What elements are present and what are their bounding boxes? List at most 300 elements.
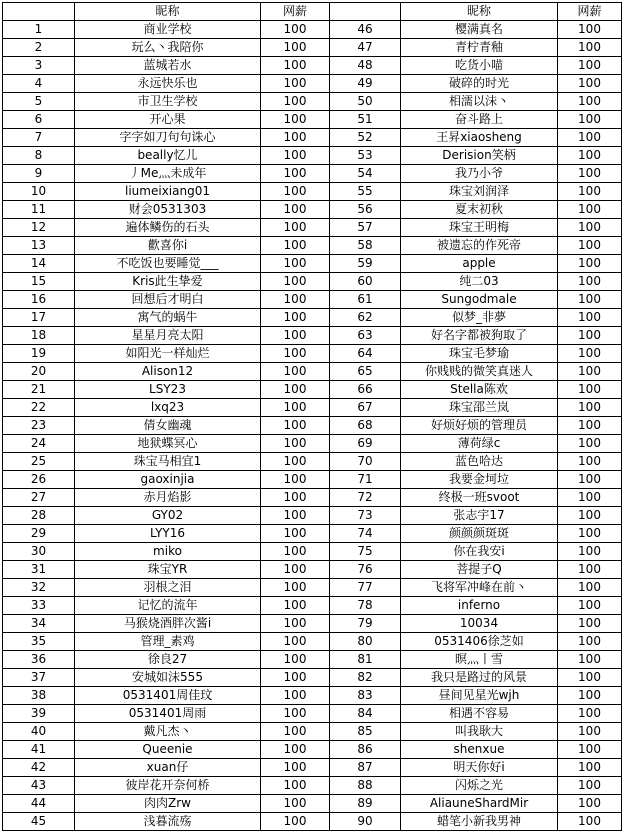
- pay-right-cell[interactable]: 100: [558, 741, 622, 759]
- nickname-left-cell[interactable]: miko: [75, 543, 261, 561]
- row-index-right-cell[interactable]: 51: [330, 111, 401, 129]
- row-index-left-cell[interactable]: 39: [3, 705, 75, 723]
- pay-left-cell[interactable]: 100: [261, 147, 330, 165]
- pay-right-cell[interactable]: 100: [558, 543, 622, 561]
- pay-left-cell[interactable]: 100: [261, 615, 330, 633]
- pay-right-cell[interactable]: 100: [558, 129, 622, 147]
- row-index-right-cell[interactable]: 53: [330, 147, 401, 165]
- pay-right-cell[interactable]: 100: [558, 435, 622, 453]
- row-index-right-cell[interactable]: 79: [330, 615, 401, 633]
- nickname-right-cell[interactable]: 我只是路过的风景: [401, 669, 558, 687]
- row-index-left-cell[interactable]: 24: [3, 435, 75, 453]
- row-index-right-cell[interactable]: 71: [330, 471, 401, 489]
- pay-right-cell[interactable]: 100: [558, 489, 622, 507]
- nickname-left-cell[interactable]: 字字如刀句句诛心: [75, 129, 261, 147]
- header-nickname-left[interactable]: 昵称: [75, 3, 261, 21]
- nickname-left-cell[interactable]: 肉肉Zrw: [75, 795, 261, 813]
- row-index-right-cell[interactable]: 77: [330, 579, 401, 597]
- nickname-left-cell[interactable]: xuan仔: [75, 759, 261, 777]
- row-index-left-cell[interactable]: 7: [3, 129, 75, 147]
- row-index-left-cell[interactable]: 45: [3, 813, 75, 831]
- nickname-right-cell[interactable]: 昼间见星光wjh: [401, 687, 558, 705]
- nickname-right-cell[interactable]: 珠宝王明梅: [401, 219, 558, 237]
- pay-left-cell[interactable]: 100: [261, 381, 330, 399]
- pay-left-cell[interactable]: 100: [261, 561, 330, 579]
- nickname-right-cell[interactable]: 0531406徐芝如: [401, 633, 558, 651]
- nickname-right-cell[interactable]: 暝灬丨雪: [401, 651, 558, 669]
- nickname-left-cell[interactable]: Alison12: [75, 363, 261, 381]
- row-index-left-cell[interactable]: 5: [3, 93, 75, 111]
- row-index-right-cell[interactable]: 59: [330, 255, 401, 273]
- row-index-right-cell[interactable]: 48: [330, 57, 401, 75]
- pay-left-cell[interactable]: 100: [261, 489, 330, 507]
- nickname-right-cell[interactable]: inferno: [401, 597, 558, 615]
- row-index-left-cell[interactable]: 18: [3, 327, 75, 345]
- table-row: [3, 687, 622, 705]
- nickname-left-cell[interactable]: 赤月焰影: [75, 489, 261, 507]
- nickname-right-cell[interactable]: 飞将军冲峰在前丶: [401, 579, 558, 597]
- row-index-left-cell[interactable]: 10: [3, 183, 75, 201]
- pay-left-cell[interactable]: 100: [261, 39, 330, 57]
- row-index-right-cell[interactable]: 54: [330, 165, 401, 183]
- nickname-left-cell[interactable]: LYY16: [75, 525, 261, 543]
- pay-left-cell[interactable]: 100: [261, 813, 330, 831]
- nickname-right-cell[interactable]: 纯二03: [401, 273, 558, 291]
- pay-right-cell[interactable]: 100: [558, 201, 622, 219]
- pay-right-cell[interactable]: 100: [558, 669, 622, 687]
- pay-right-cell[interactable]: 100: [558, 309, 622, 327]
- table-row: [3, 201, 622, 219]
- pay-left-cell[interactable]: 100: [261, 237, 330, 255]
- row-index-right-cell[interactable]: 49: [330, 75, 401, 93]
- nickname-right-cell[interactable]: 相濡以沫丶: [401, 93, 558, 111]
- pay-right-cell[interactable]: 100: [558, 399, 622, 417]
- row-index-left-cell[interactable]: 37: [3, 669, 75, 687]
- row-index-right-cell[interactable]: 85: [330, 723, 401, 741]
- pay-left-cell[interactable]: 100: [261, 21, 330, 39]
- row-index-left-cell[interactable]: 3: [3, 57, 75, 75]
- nickname-left-cell[interactable]: 如阳光一样灿烂: [75, 345, 261, 363]
- pay-right-cell[interactable]: 100: [558, 219, 622, 237]
- row-index-right-cell[interactable]: 66: [330, 381, 401, 399]
- nickname-right-cell[interactable]: 奋斗路上: [401, 111, 558, 129]
- row-index-right-cell[interactable]: 74: [330, 525, 401, 543]
- pay-left-cell[interactable]: 100: [261, 363, 330, 381]
- nickname-right-cell[interactable]: 颜颜颜斑斑: [401, 525, 558, 543]
- row-index-left-cell[interactable]: 21: [3, 381, 75, 399]
- nickname-right-cell[interactable]: 夏末初秋: [401, 201, 558, 219]
- nickname-right-cell[interactable]: Derision笑柄: [401, 147, 558, 165]
- header-pay-left[interactable]: 网薪: [261, 3, 330, 21]
- pay-left-cell[interactable]: 100: [261, 75, 330, 93]
- pay-left-cell[interactable]: 100: [261, 273, 330, 291]
- nickname-left-cell[interactable]: 不吃饭也要睡觉___: [75, 255, 261, 273]
- nickname-left-cell[interactable]: GY02: [75, 507, 261, 525]
- row-index-left-cell[interactable]: 28: [3, 507, 75, 525]
- row-index-left-cell[interactable]: 26: [3, 471, 75, 489]
- pay-right-cell[interactable]: 100: [558, 417, 622, 435]
- table-row: [3, 165, 622, 183]
- pay-left-cell[interactable]: 100: [261, 507, 330, 525]
- nickname-right-cell[interactable]: 樱满真名: [401, 21, 558, 39]
- row-index-right-cell[interactable]: 90: [330, 813, 401, 831]
- pay-left-cell[interactable]: 100: [261, 687, 330, 705]
- pay-right-cell[interactable]: 100: [558, 111, 622, 129]
- pay-left-cell[interactable]: 100: [261, 327, 330, 345]
- nickname-left-cell[interactable]: 戴凡杰丶: [75, 723, 261, 741]
- table-row: [3, 633, 622, 651]
- pay-right-cell[interactable]: 100: [558, 21, 622, 39]
- row-index-left-cell[interactable]: 2: [3, 39, 75, 57]
- row-index-left-cell[interactable]: 31: [3, 561, 75, 579]
- nickname-left-cell[interactable]: Queenie: [75, 741, 261, 759]
- pay-left-cell[interactable]: 100: [261, 435, 330, 453]
- row-index-right-cell[interactable]: 86: [330, 741, 401, 759]
- row-index-right-cell[interactable]: 75: [330, 543, 401, 561]
- table-row: [3, 255, 622, 273]
- nickname-left-cell[interactable]: 0531401周雨: [75, 705, 261, 723]
- pay-left-cell[interactable]: 100: [261, 543, 330, 561]
- pay-left-cell[interactable]: 100: [261, 111, 330, 129]
- table-row: [3, 669, 622, 687]
- nickname-right-cell[interactable]: 好名字都被狗取了: [401, 327, 558, 345]
- pay-left-cell[interactable]: 100: [261, 579, 330, 597]
- row-index-left-cell[interactable]: 43: [3, 777, 75, 795]
- row-index-left-cell[interactable]: 23: [3, 417, 75, 435]
- pay-right-cell[interactable]: 100: [558, 633, 622, 651]
- nickname-right-cell[interactable]: 张志宇17: [401, 507, 558, 525]
- nickname-left-cell[interactable]: 寓气的蜗牛: [75, 309, 261, 327]
- nickname-right-cell[interactable]: 吃货小喵: [401, 57, 558, 75]
- table-row: [3, 471, 622, 489]
- row-index-left-cell[interactable]: 40: [3, 723, 75, 741]
- pay-right-cell[interactable]: 100: [558, 525, 622, 543]
- nickname-left-cell[interactable]: 0531401周佳玟: [75, 687, 261, 705]
- row-index-right-cell[interactable]: 56: [330, 201, 401, 219]
- row-index-left-cell[interactable]: 4: [3, 75, 75, 93]
- row-index-right-cell[interactable]: 50: [330, 93, 401, 111]
- nickname-right-cell[interactable]: 青柠青釉: [401, 39, 558, 57]
- pay-right-cell[interactable]: 100: [558, 813, 622, 831]
- pay-right-cell[interactable]: 100: [558, 255, 622, 273]
- nickname-right-cell[interactable]: Sungodmale: [401, 291, 558, 309]
- pay-right-cell[interactable]: 100: [558, 381, 622, 399]
- nickname-left-cell[interactable]: lxq23: [75, 399, 261, 417]
- pay-left-cell[interactable]: 100: [261, 183, 330, 201]
- pay-left-cell[interactable]: 100: [261, 255, 330, 273]
- nickname-left-cell[interactable]: 马猴烧酒胖次酱i: [75, 615, 261, 633]
- nickname-right-cell[interactable]: 相遇不容易: [401, 705, 558, 723]
- row-index-left-cell[interactable]: 30: [3, 543, 75, 561]
- nickname-right-cell[interactable]: 你贱贱的微笑真迷人: [401, 363, 558, 381]
- row-index-left-cell[interactable]: 15: [3, 273, 75, 291]
- nickname-left-cell[interactable]: 永远快乐也: [75, 75, 261, 93]
- pay-right-cell[interactable]: 100: [558, 75, 622, 93]
- row-index-right-cell[interactable]: 80: [330, 633, 401, 651]
- table-body: [3, 21, 622, 831]
- pay-right-cell[interactable]: 100: [558, 327, 622, 345]
- pay-right-cell[interactable]: 100: [558, 579, 622, 597]
- row-index-right-cell[interactable]: 62: [330, 309, 401, 327]
- nickname-left-cell[interactable]: 珠宝马相宜1: [75, 453, 261, 471]
- nickname-left-cell[interactable]: 星星月亮太阳: [75, 327, 261, 345]
- pay-left-cell[interactable]: 100: [261, 651, 330, 669]
- nickname-left-cell[interactable]: 安城如沫555: [75, 669, 261, 687]
- pay-right-cell[interactable]: 100: [558, 345, 622, 363]
- pay-right-cell[interactable]: 100: [558, 453, 622, 471]
- pay-left-cell[interactable]: 100: [261, 165, 330, 183]
- row-index-left-cell[interactable]: 38: [3, 687, 75, 705]
- nickname-right-cell[interactable]: 10034: [401, 615, 558, 633]
- row-index-left-cell[interactable]: 34: [3, 615, 75, 633]
- nickname-left-cell[interactable]: 开心果: [75, 111, 261, 129]
- nickname-left-cell[interactable]: gaoxinjia: [75, 471, 261, 489]
- pay-right-cell[interactable]: 100: [558, 291, 622, 309]
- row-index-left-cell[interactable]: 6: [3, 111, 75, 129]
- pay-right-cell[interactable]: 100: [558, 39, 622, 57]
- pay-right-cell[interactable]: 100: [558, 165, 622, 183]
- nickname-left-cell[interactable]: 徐良27: [75, 651, 261, 669]
- pay-right-cell[interactable]: 100: [558, 471, 622, 489]
- table-row: [3, 561, 622, 579]
- row-index-right-cell[interactable]: 58: [330, 237, 401, 255]
- pay-right-cell[interactable]: 100: [558, 723, 622, 741]
- nickname-right-cell[interactable]: 珠宝毛梦瑜: [401, 345, 558, 363]
- nickname-right-cell[interactable]: 似梦_非夢: [401, 309, 558, 327]
- nickname-right-cell[interactable]: 薄荷绿c: [401, 435, 558, 453]
- row-index-right-cell[interactable]: 47: [330, 39, 401, 57]
- row-index-right-cell[interactable]: 73: [330, 507, 401, 525]
- pay-left-cell[interactable]: 100: [261, 471, 330, 489]
- pay-left-cell[interactable]: 100: [261, 291, 330, 309]
- nickname-left-cell[interactable]: 财会0531303: [75, 201, 261, 219]
- pay-left-cell[interactable]: 100: [261, 219, 330, 237]
- table-row: [3, 381, 622, 399]
- nickname-right-cell[interactable]: 叫我耿大: [401, 723, 558, 741]
- row-index-left-cell[interactable]: 14: [3, 255, 75, 273]
- table-row: [3, 21, 622, 39]
- pay-right-cell[interactable]: 100: [558, 147, 622, 165]
- table-row: [3, 363, 622, 381]
- nickname-right-cell[interactable]: 你在我安i: [401, 543, 558, 561]
- nickname-left-cell[interactable]: 管理_素鸡: [75, 633, 261, 651]
- nickname-right-cell[interactable]: 珠宝邵兰岚: [401, 399, 558, 417]
- row-index-left-cell[interactable]: 8: [3, 147, 75, 165]
- row-index-right-cell[interactable]: 65: [330, 363, 401, 381]
- nickname-right-cell[interactable]: 珠宝刘润泽: [401, 183, 558, 201]
- row-index-right-cell[interactable]: 81: [330, 651, 401, 669]
- row-index-right-cell[interactable]: 84: [330, 705, 401, 723]
- pay-right-cell[interactable]: 100: [558, 507, 622, 525]
- row-index-left-cell[interactable]: 1: [3, 21, 75, 39]
- table-row: [3, 39, 622, 57]
- row-index-right-cell[interactable]: 52: [330, 129, 401, 147]
- nickname-left-cell[interactable]: 蓝城若水: [75, 57, 261, 75]
- row-index-left-cell[interactable]: 35: [3, 633, 75, 651]
- pay-right-cell[interactable]: 100: [558, 651, 622, 669]
- row-index-right-cell[interactable]: 82: [330, 669, 401, 687]
- pay-right-cell[interactable]: 100: [558, 273, 622, 291]
- row-index-right-cell[interactable]: 63: [330, 327, 401, 345]
- row-index-left-cell[interactable]: 20: [3, 363, 75, 381]
- pay-right-cell[interactable]: 100: [558, 795, 622, 813]
- row-index-left-cell[interactable]: 33: [3, 597, 75, 615]
- nickname-left-cell[interactable]: 浅暮流殇: [75, 813, 261, 831]
- table-row: [3, 615, 622, 633]
- pay-right-cell[interactable]: 100: [558, 759, 622, 777]
- row-index-left-cell[interactable]: 36: [3, 651, 75, 669]
- row-index-right-cell[interactable]: 61: [330, 291, 401, 309]
- pay-left-cell[interactable]: 100: [261, 417, 330, 435]
- pay-right-cell[interactable]: 100: [558, 705, 622, 723]
- nickname-right-cell[interactable]: 蓝色哈达: [401, 453, 558, 471]
- row-index-left-cell[interactable]: 19: [3, 345, 75, 363]
- row-index-left-cell[interactable]: 17: [3, 309, 75, 327]
- nickname-right-cell[interactable]: 我要金坷垃: [401, 471, 558, 489]
- row-index-right-cell[interactable]: 89: [330, 795, 401, 813]
- row-index-right-cell[interactable]: 64: [330, 345, 401, 363]
- row-index-right-cell[interactable]: 46: [330, 21, 401, 39]
- row-index-right-cell[interactable]: 70: [330, 453, 401, 471]
- nickname-left-cell[interactable]: 羽根之泪: [75, 579, 261, 597]
- row-index-left-cell[interactable]: 13: [3, 237, 75, 255]
- pay-right-cell[interactable]: 100: [558, 363, 622, 381]
- row-index-right-cell[interactable]: 87: [330, 759, 401, 777]
- row-index-right-cell[interactable]: 67: [330, 399, 401, 417]
- nickname-right-cell[interactable]: 破碎的时光: [401, 75, 558, 93]
- nickname-left-cell[interactable]: 歡喜你i: [75, 237, 261, 255]
- pay-right-cell[interactable]: 100: [558, 93, 622, 111]
- header-pay-right[interactable]: 网薪: [558, 3, 622, 21]
- pay-right-cell[interactable]: 100: [558, 777, 622, 795]
- nickname-right-cell[interactable]: 被遗忘的作死帝: [401, 237, 558, 255]
- nickname-left-cell[interactable]: Kris此生挚爱: [75, 273, 261, 291]
- row-index-right-cell[interactable]: 78: [330, 597, 401, 615]
- nickname-right-cell[interactable]: 好烦好烦的管理员: [401, 417, 558, 435]
- row-index-left-cell[interactable]: 41: [3, 741, 75, 759]
- table-row: [3, 417, 622, 435]
- nickname-left-cell[interactable]: 彼岸花开奈何桥: [75, 777, 261, 795]
- nickname-right-cell[interactable]: shenxue: [401, 741, 558, 759]
- nickname-left-cell[interactable]: LSY23: [75, 381, 261, 399]
- table-row: [3, 147, 622, 165]
- pay-right-cell[interactable]: 100: [558, 597, 622, 615]
- pay-left-cell[interactable]: 100: [261, 705, 330, 723]
- nickname-right-cell[interactable]: 我乃小爷: [401, 165, 558, 183]
- nickname-left-cell[interactable]: 遍体鳞伤的石头: [75, 219, 261, 237]
- pay-left-cell[interactable]: 100: [261, 129, 330, 147]
- nickname-left-cell[interactable]: 珠宝YR: [75, 561, 261, 579]
- row-index-right-cell[interactable]: 60: [330, 273, 401, 291]
- row-index-left-cell[interactable]: 11: [3, 201, 75, 219]
- pay-left-cell[interactable]: 100: [261, 201, 330, 219]
- nickname-right-cell[interactable]: 菩提子Q: [401, 561, 558, 579]
- nickname-right-cell[interactable]: 蜡笔小新我男神: [401, 813, 558, 831]
- nickname-left-cell[interactable]: 玩么丶我陪你: [75, 39, 261, 57]
- pay-left-cell[interactable]: 100: [261, 741, 330, 759]
- row-index-right-cell[interactable]: 76: [330, 561, 401, 579]
- nickname-left-cell[interactable]: 回想后才明白: [75, 291, 261, 309]
- row-index-left-cell[interactable]: 22: [3, 399, 75, 417]
- pay-left-cell[interactable]: 100: [261, 453, 330, 471]
- row-index-left-cell[interactable]: 25: [3, 453, 75, 471]
- nickname-right-cell[interactable]: Stella陈欢: [401, 381, 558, 399]
- pay-right-cell[interactable]: 100: [558, 183, 622, 201]
- nickname-right-cell[interactable]: 明天你好i: [401, 759, 558, 777]
- row-index-left-cell[interactable]: 29: [3, 525, 75, 543]
- row-index-right-cell[interactable]: 88: [330, 777, 401, 795]
- table-row: [3, 597, 622, 615]
- row-index-left-cell[interactable]: 9: [3, 165, 75, 183]
- header-index-left[interactable]: [3, 3, 75, 21]
- table-row: [3, 75, 622, 93]
- table-row: [3, 345, 622, 363]
- pay-left-cell[interactable]: 100: [261, 669, 330, 687]
- pay-left-cell[interactable]: 100: [261, 759, 330, 777]
- row-index-left-cell[interactable]: 16: [3, 291, 75, 309]
- table-row: [3, 183, 622, 201]
- row-index-right-cell[interactable]: 83: [330, 687, 401, 705]
- nickname-left-cell[interactable]: liumeixiang01: [75, 183, 261, 201]
- pay-left-cell[interactable]: 100: [261, 57, 330, 75]
- row-index-left-cell[interactable]: 27: [3, 489, 75, 507]
- row-index-left-cell[interactable]: 44: [3, 795, 75, 813]
- pay-left-cell[interactable]: 100: [261, 795, 330, 813]
- pay-left-cell[interactable]: 100: [261, 93, 330, 111]
- nickname-left-cell[interactable]: 地狱蝶冥心: [75, 435, 261, 453]
- nickname-left-cell[interactable]: 商业学校: [75, 21, 261, 39]
- pay-right-cell[interactable]: 100: [558, 237, 622, 255]
- pay-right-cell[interactable]: 100: [558, 615, 622, 633]
- table-row: [3, 399, 622, 417]
- table-row: [3, 219, 622, 237]
- row-index-right-cell[interactable]: 68: [330, 417, 401, 435]
- pay-right-cell[interactable]: 100: [558, 57, 622, 75]
- nickname-right-cell[interactable]: AliauneShardMir: [401, 795, 558, 813]
- header-index-right[interactable]: [330, 3, 401, 21]
- nickname-right-cell[interactable]: apple: [401, 255, 558, 273]
- pay-right-cell[interactable]: 100: [558, 687, 622, 705]
- row-index-left-cell[interactable]: 32: [3, 579, 75, 597]
- pay-right-cell[interactable]: 100: [558, 561, 622, 579]
- nickname-right-cell[interactable]: 王昇xiaosheng: [401, 129, 558, 147]
- pay-left-cell[interactable]: 100: [261, 723, 330, 741]
- row-index-left-cell[interactable]: 12: [3, 219, 75, 237]
- row-index-left-cell[interactable]: 42: [3, 759, 75, 777]
- table-row: [3, 237, 622, 255]
- header-nickname-right[interactable]: 昵称: [401, 3, 558, 21]
- row-index-right-cell[interactable]: 69: [330, 435, 401, 453]
- nickname-right-cell[interactable]: 闪烁之光: [401, 777, 558, 795]
- pay-left-cell[interactable]: 100: [261, 633, 330, 651]
- pay-left-cell[interactable]: 100: [261, 399, 330, 417]
- nickname-left-cell[interactable]: beally忆儿: [75, 147, 261, 165]
- nickname-left-cell[interactable]: 市卫生学校: [75, 93, 261, 111]
- nickname-left-cell[interactable]: 倩女幽魂: [75, 417, 261, 435]
- pay-left-cell[interactable]: 100: [261, 597, 330, 615]
- pay-left-cell[interactable]: 100: [261, 525, 330, 543]
- row-index-right-cell[interactable]: 57: [330, 219, 401, 237]
- nickname-left-cell[interactable]: 记忆的流年: [75, 597, 261, 615]
- nickname-left-cell[interactable]: 丿Me灬未成年: [75, 165, 261, 183]
- pay-left-cell[interactable]: 100: [261, 309, 330, 327]
- nickname-right-cell[interactable]: 终极一班svoot: [401, 489, 558, 507]
- row-index-right-cell[interactable]: 72: [330, 489, 401, 507]
- pay-left-cell[interactable]: 100: [261, 345, 330, 363]
- row-index-right-cell[interactable]: 55: [330, 183, 401, 201]
- pay-left-cell[interactable]: 100: [261, 777, 330, 795]
- table-row: [3, 543, 622, 561]
